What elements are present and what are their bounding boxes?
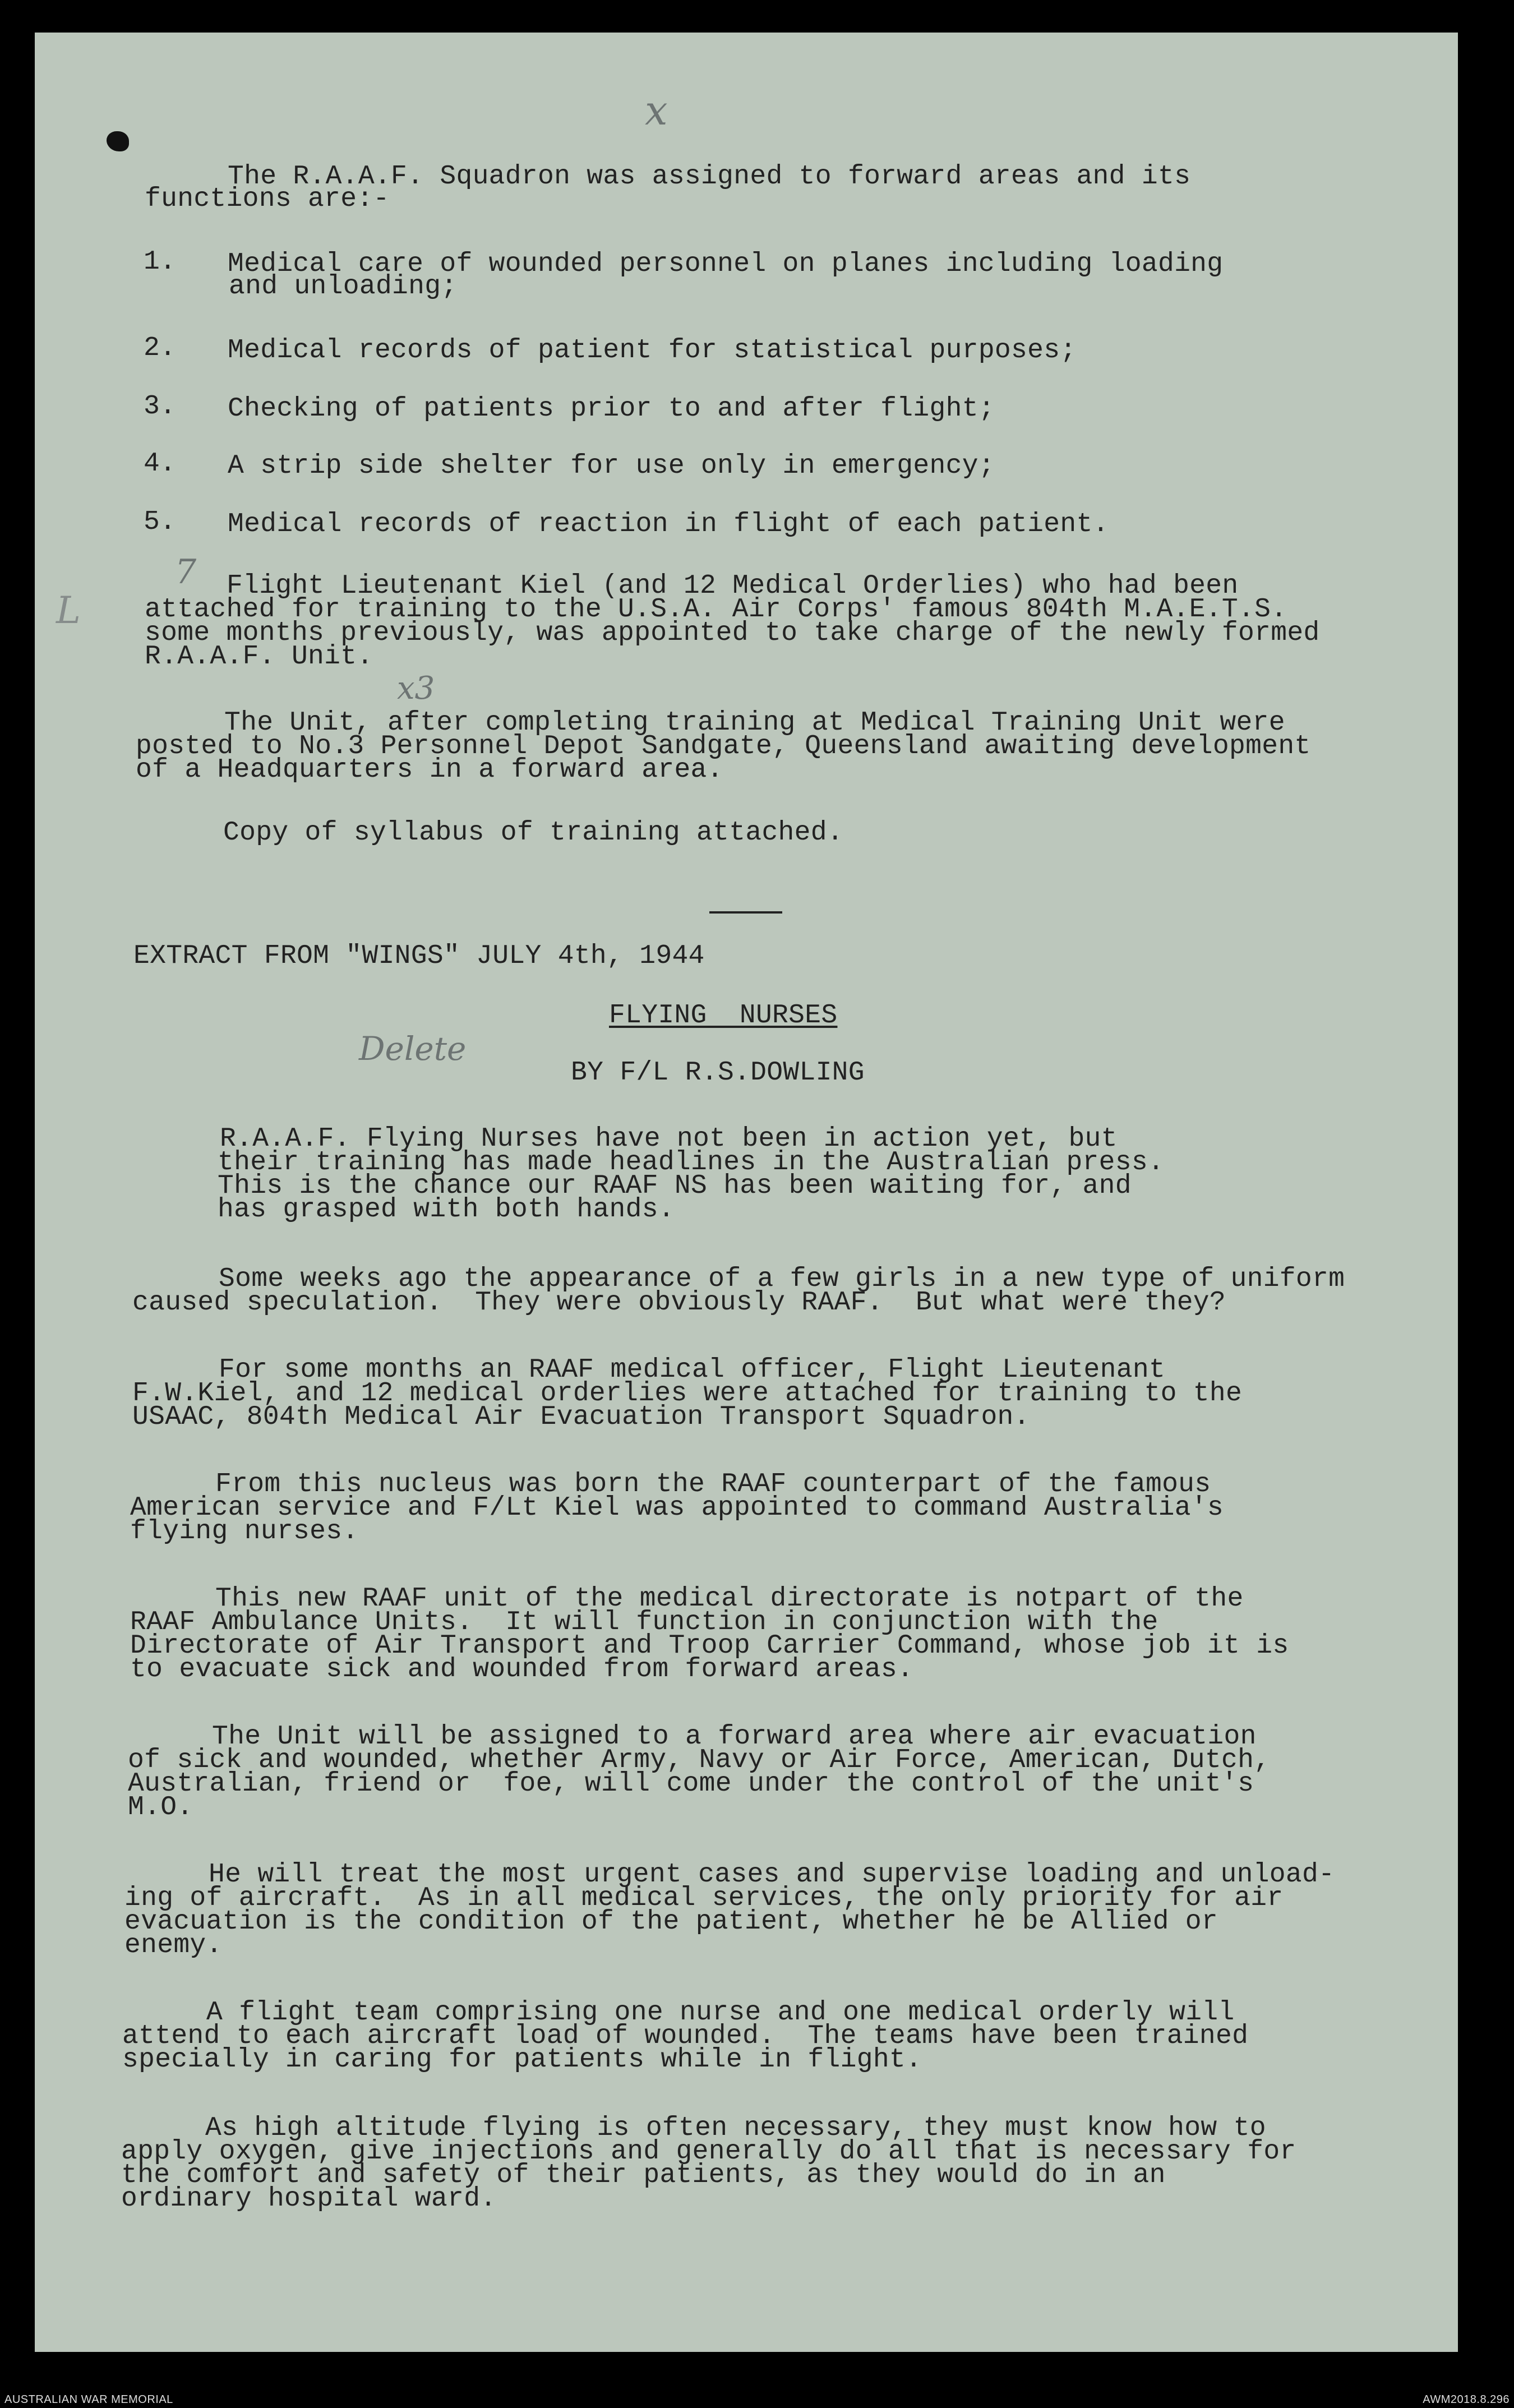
article-p1-line-1: R.A.A.F. Flying Nurses have not been in action yet, but — [220, 1124, 1118, 1154]
article-p3-line-1: For some months an RAAF medical officer, Flight Lieutenant — [219, 1355, 1166, 1385]
function-4-line-1: A strip side shelter for use only in emergency; — [228, 451, 995, 481]
handwritten-delete-note: Delete — [359, 1030, 467, 1068]
article-p2-line-2: caused speculation. They were obviously RAAF. But what were they? — [132, 1288, 1226, 1318]
article-p5-line-3: Directorate of Air Transport and Troop Carrier Command, whose job it is — [130, 1631, 1289, 1661]
article-p8-line-3: specially in caring for patients while in flight. — [122, 2045, 922, 2075]
archive-credit: AUSTRALIAN WAR MEMORIAL — [4, 2393, 173, 2406]
handwritten-margin-l: L — [56, 589, 81, 632]
article-p1-line-2: their training has made headlines in the Australian press. — [218, 1147, 1165, 1178]
article-p5-line-2: RAAF Ambulance Units. It will function in conjunction with the — [130, 1607, 1158, 1637]
article-p9-line-3: the comfort and safety of their patients, as they would do in an — [121, 2160, 1166, 2190]
function-number-2: 2. — [144, 333, 176, 363]
intro-line-1: The R.A.A.F. Squadron was assigned to forward areas and its — [228, 162, 1191, 192]
article-p8-line-2: attend to each aircraft load of wounded. The teams have been trained — [122, 2021, 1249, 2051]
kiel-line-2: attached for training to the U.S.A. Air Corps' famous 804th M.A.E.T.S. — [145, 594, 1287, 625]
article-p4-line-2: American service and F/Lt Kiel was appointed to command Australia's — [130, 1493, 1224, 1523]
article-p6-line-1: The Unit will be assigned to a forward area where air evacuation — [212, 1722, 1257, 1752]
archive-reference: AWM2018.8.296 — [1423, 2393, 1510, 2406]
article-title: FLYING NURSES — [609, 1000, 838, 1031]
section-divider — [709, 911, 782, 914]
article-byline: BY F/L R.S.DOWLING — [571, 1058, 865, 1088]
function-1-line-1: Medical care of wounded personnel on planes including loading — [228, 249, 1224, 279]
handwritten-margin-mark: 7 — [175, 552, 197, 592]
article-p8-line-1: A flight team comprising one nurse and one medical orderly will — [206, 1998, 1235, 2028]
article-p5-line-4: to evacuate sick and wounded from forward areas. — [130, 1654, 914, 1685]
function-3-line-1: Checking of patients prior to and after flight; — [228, 394, 995, 424]
function-1-line-2: and unloading; — [229, 271, 458, 302]
extract-heading: EXTRACT FROM "WINGS" JULY 4th, 1944 — [133, 941, 705, 971]
article-p6-line-4: M.O. — [128, 1792, 193, 1823]
article-p9-line-2: apply oxygen, give injections and generally do all that is necessary for — [121, 2137, 1296, 2167]
unit-line-2: posted to No.3 Personnel Depot Sandgate, Queensland awaiting development — [136, 731, 1311, 762]
article-p1-line-4: has grasped with both hands. — [218, 1194, 675, 1225]
kiel-line-3: some months previously, was appointed to take charge of the newly formed — [145, 618, 1320, 648]
unit-line-3: of a Headquarters in a forward area. — [136, 755, 723, 785]
article-p4-line-1: From this nucleus was born the RAAF counterpart of the famous — [215, 1469, 1211, 1500]
handwritten-x-mark: x — [645, 87, 668, 134]
function-5-line-1: Medical records of reaction in flight of each patient. — [228, 509, 1109, 539]
intro-line-2: functions are:- — [145, 184, 390, 214]
article-p7-line-3: evacuation is the condition of the patient, whether he be Allied or — [124, 1907, 1218, 1937]
article-p1-line-3: This is the chance our RAAF NS has been waiting for, and — [218, 1171, 1132, 1201]
article-p7-line-2: ing of aircraft. As in all medical services, the only priority for air — [124, 1883, 1284, 1913]
article-p9-line-4: ordinary hospital ward. — [121, 2184, 497, 2214]
kiel-line-1: Flight Lieutenant Kiel (and 12 Medical Orderlies) who had been — [227, 571, 1239, 601]
article-p4-line-3: flying nurses. — [130, 1516, 359, 1547]
article-p6-line-2: of sick and wounded, whether Army, Navy or Air Force, American, Dutch, — [128, 1745, 1271, 1775]
handwritten-x3-mark: x3 — [397, 670, 435, 707]
syllabus-note: Copy of syllabus of training attached. — [223, 818, 843, 848]
unit-line-1: The Unit, after completing training at Medical Training Unit were — [224, 708, 1285, 738]
article-p6-line-3: Australian, friend or foe, will come under the control of the unit's — [128, 1769, 1254, 1799]
kiel-line-4: R.A.A.F. Unit. — [145, 642, 373, 672]
article-p3-line-2: F.W.Kiel, and 12 medical orderlies were attached for training to the — [132, 1378, 1243, 1409]
article-p3-line-3: USAAC, 804th Medical Air Evacuation Transport Squadron. — [132, 1402, 1030, 1432]
article-p5-line-1: This new RAAF unit of the medical directorate is notpart of the — [215, 1584, 1244, 1614]
article-p9-line-1: As high altitude flying is often necessary, they must know how to — [205, 2113, 1266, 2143]
article-p7-line-4: enemy. — [124, 1930, 223, 1960]
function-number-4: 4. — [144, 449, 176, 479]
article-p2-line-1: Some weeks ago the appearance of a few girls in a new type of uniform — [219, 1264, 1345, 1294]
function-2-line-1: Medical records of patient for statistical purposes; — [228, 335, 1077, 366]
function-number-3: 3. — [144, 391, 176, 422]
function-number-5: 5. — [144, 507, 176, 537]
article-p7-line-1: He will treat the most urgent cases and supervise loading and unload- — [209, 1860, 1335, 1890]
function-number-1: 1. — [144, 247, 176, 277]
